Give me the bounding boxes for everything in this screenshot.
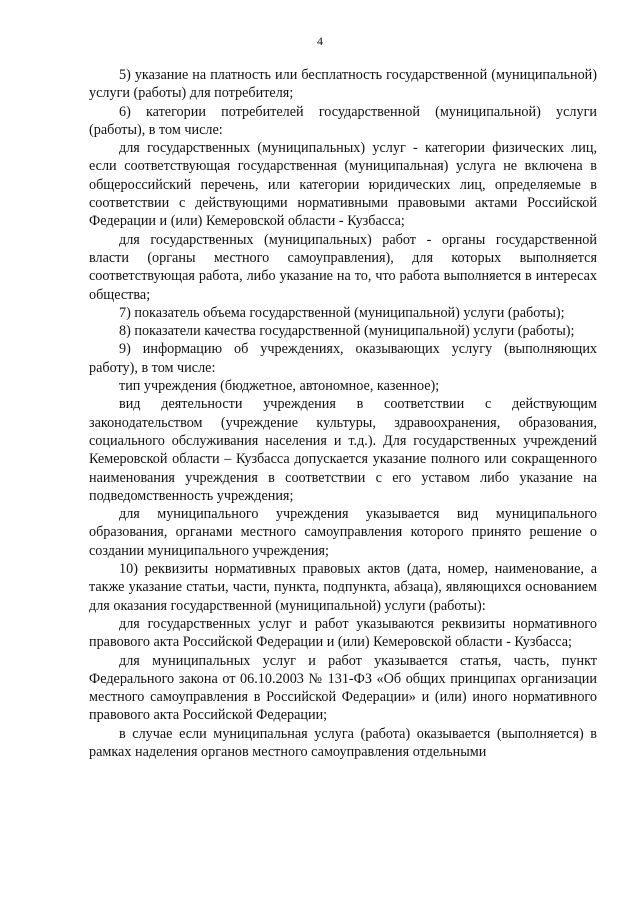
paragraph-municipal-institution: для муниципального учреждения указывается вид муниципального образования, органами местного самоуправления которого принято решение о создании муниципального учреждения; [89, 506, 597, 559]
paragraph-item-6: 6) категории потребителей государственной (муниципальной) услуги (работы), в том числе: [89, 103, 597, 138]
paragraph-institution-type: тип учреждения (бюджетное, автономное, казенное); [119, 378, 440, 395]
paragraph-item-8: 8) показатели качества государственной (муниципальной) услуги (работы); [119, 323, 575, 340]
paragraph-delegated-powers: в случае если муниципальная услуга (работа) оказывается (выполняется) в рамках наделения органов местного самоуправления отдельными [89, 725, 597, 760]
page-number: 4 [317, 34, 323, 48]
paragraph-item-10: 10) реквизиты нормативных правовых актов (дата, номер, наименование, а также указание статьи, части, пункта, подпункта, абзаца), являющихся основанием для оказания государственной (муниципальной) услуги (работы): [89, 561, 597, 614]
paragraph-activity-type: вид деятельности учреждения в соответствии с действующим законодательством (учреждение культуры, здравоохранения, образования, социального обслуживания населения и т.д.). Для государственных учреждений Кемеровской области – Кузбасса допускается указание полного или сокращенного наименования учреждения в соответствии с его уставом либо указание на подведомственность учреждения; [89, 396, 597, 504]
document-body [89, 66, 597, 761]
paragraph-item-9: 9) информацию об учреждениях, оказывающих услугу (выполняющих работу), в том числе: [89, 341, 597, 376]
paragraph-state-services: для государственных услуг и работ указываются реквизиты нормативного правового акта Российской Федерации и (или) Кемеровской области - Кузбасса; [89, 615, 597, 651]
paragraph-municipal-services: для муниципальных услуг и работ указывается статья, часть, пункт Федерального закона от 06.10.2003 № 131-ФЗ «Об общих принципах организации местного самоуправления в Российской Федерации» и (или) иного нормативного правового акта Российской Федерации; [89, 652, 597, 724]
paragraph-state-works: для государственных (муниципальных) работ - органы государственной власти (органы местного самоуправления), для которых выполняется соответствующая работа, либо указание на то, что работа выполняется в интересах общества; [89, 231, 597, 303]
paragraph-item-7: 7) показатель объема государственной (муниципальной) услуги (работы); [119, 304, 565, 321]
paragraph-physical-legal-persons: для государственных (муниципальных) услуг - категории физических лиц, если соответствующая государственная (муниципальная) услуга не включена в общероссийский перечень, или категории юридических лиц, определяемые в соответствии с действующими нормативными правовыми актами Российской Федерации и (или) Кемеровской области - Кузбасса; [89, 140, 597, 230]
paragraph-item-5: 5) указание на платность или бесплатность государственной (муниципальной) услуги (работы) для потребителя; [89, 67, 597, 102]
